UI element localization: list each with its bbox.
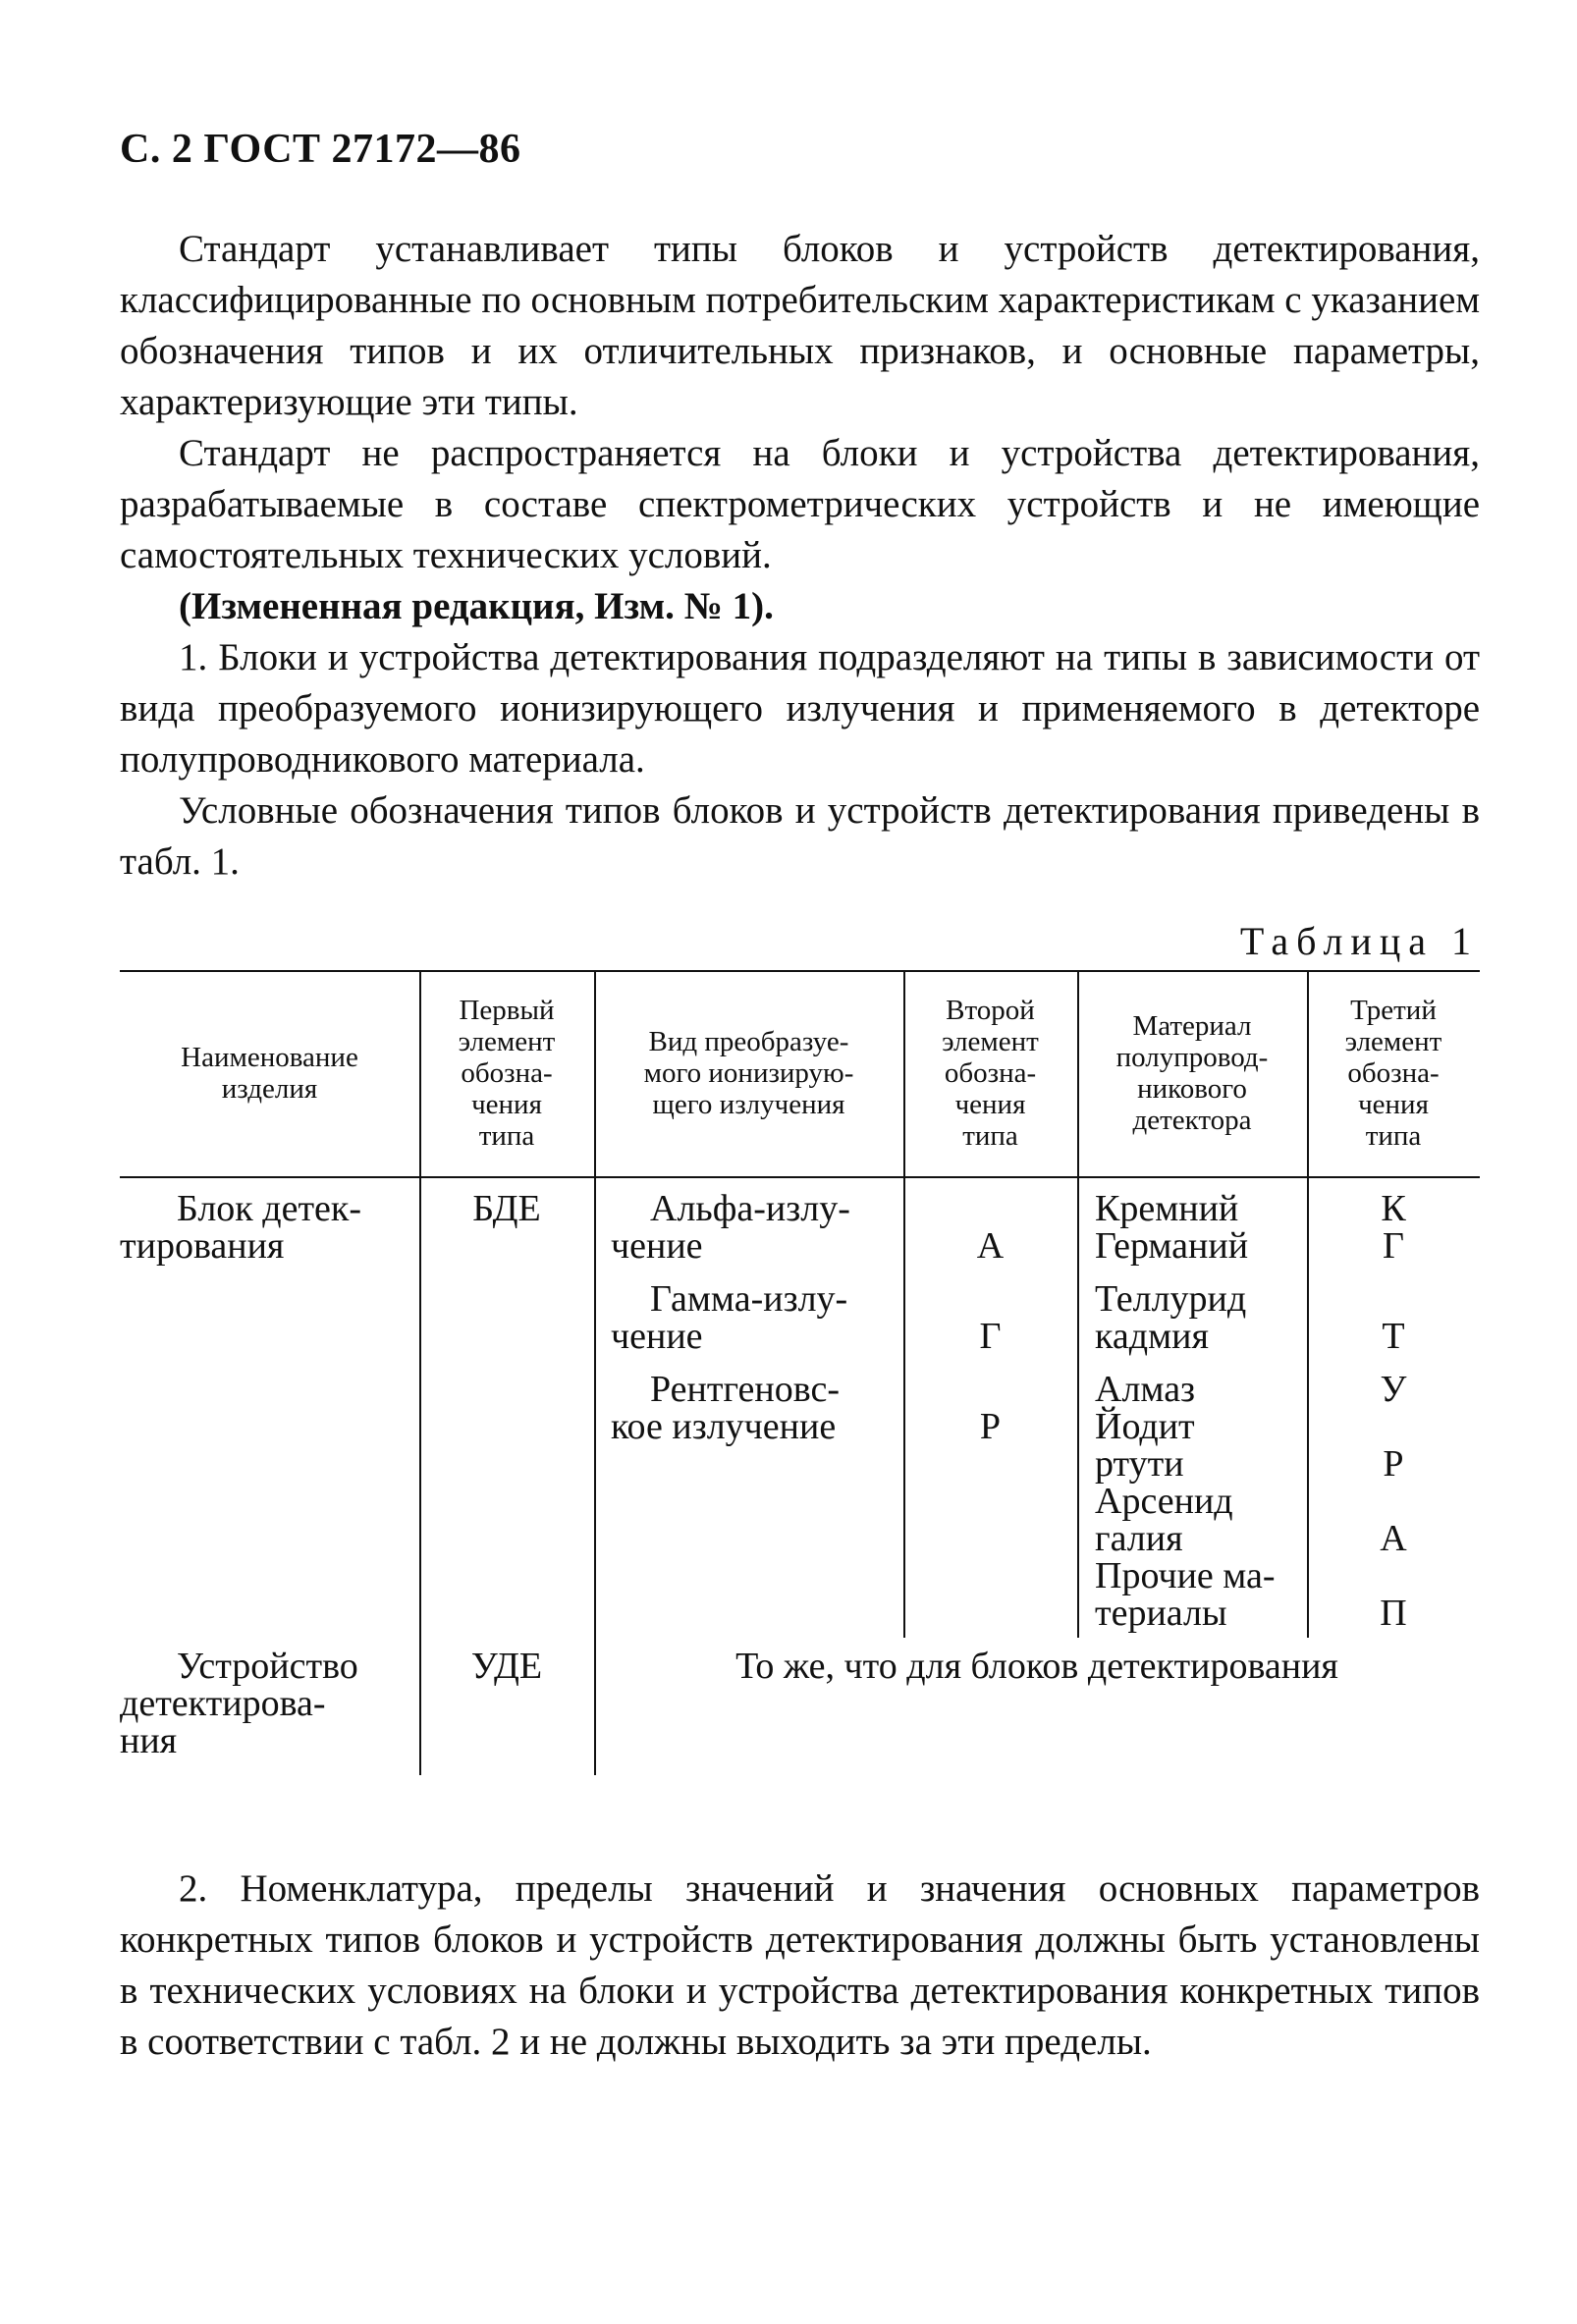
header-third-element: Третий элемент обозна- чения типа	[1344, 995, 1442, 1152]
material-diamond: Алмаз	[1095, 1369, 1196, 1410]
third-element-mercury-iodide: Р	[1383, 1443, 1404, 1485]
second-element-gamma: Г	[979, 1316, 1002, 1357]
row-device-name: Устройство детектирова- ния	[120, 1646, 358, 1761]
row-device-first-element: УДЕ	[470, 1646, 543, 1687]
third-element-silicon: К	[1381, 1188, 1406, 1229]
third-element-other: П	[1380, 1593, 1407, 1634]
radiation-xray: Рентгеновс- кое излучение	[611, 1369, 840, 1447]
third-element-gallium-arsenide: А	[1380, 1518, 1407, 1559]
radiation-alpha: Альфа-излу- чение	[611, 1188, 850, 1267]
table-header-rule	[120, 1176, 1480, 1178]
header-second-element: Второй элемент обозна- чения типа	[942, 995, 1039, 1152]
header-product-name: Наименование изделия	[181, 1042, 358, 1105]
third-element-diamond: У	[1380, 1369, 1407, 1410]
material-mercury-iodide: Йодит ртути	[1095, 1406, 1195, 1485]
row-block-name: Блок детек- тирования	[120, 1188, 362, 1267]
paragraph-amendment: (Измененная редакция, Изм. № 1).	[179, 585, 774, 627]
header-first-element: Первый элемент обозна- чения типа	[458, 995, 556, 1152]
third-element-cadmium-telluride: Т	[1382, 1316, 1405, 1357]
table-caption: Таблица 1	[1239, 919, 1479, 963]
material-gallium-arsenide: Арсенид галия	[1095, 1481, 1233, 1559]
paragraph-scope: Стандарт устанавливает типы блоков и устройств детектирования, классифицированные по основным потребительским характеристикам с указанием обозначения типов и их отличительных признаков, и основные параметры, характеризующие эти типы.	[120, 228, 1480, 423]
header-radiation-type: Вид преобразуе- мого ионизирую- щего излучения	[643, 1026, 854, 1120]
header-material: Материал полупровод- никового детектора	[1115, 1010, 1269, 1136]
page-header: С. 2 ГОСТ 27172—86	[120, 127, 521, 172]
third-element-germanium: Г	[1383, 1225, 1404, 1267]
material-silicon: Кремний	[1095, 1188, 1239, 1229]
row-block-first-element: БДЕ	[472, 1188, 541, 1229]
paragraph-clause-1: 1. Блоки и устройства детектирования подразделяют на типы в зависимости от вида преобразуемого ионизирующего излучения и применяемого в детекторе полупроводникового материала.	[120, 636, 1480, 781]
second-element-alpha: А	[976, 1225, 1005, 1267]
row-device-same-as-block: То же, что для блоков детектирования	[735, 1646, 1338, 1687]
material-other: Прочие ма- териалы	[1095, 1555, 1276, 1634]
material-germanium: Германий	[1095, 1225, 1249, 1267]
table-1	[120, 970, 1480, 1775]
paragraph-designations: Условные обозначения типов блоков и устройств детектирования приведены в табл. 1.	[120, 789, 1480, 883]
material-cadmium-telluride: Теллурид кадмия	[1095, 1278, 1247, 1357]
radiation-gamma: Гамма-излу- чение	[611, 1278, 848, 1357]
paragraph-exclusion: Стандарт не распространяется на блоки и устройства детектирования, разрабатываемые в составе спектрометрических устройств и не имеющие самостоятельных технических условий.	[120, 432, 1480, 576]
second-element-xray: Р	[979, 1406, 1002, 1447]
paragraph-clause-2: 2. Номенклатура, пределы значений и значения основных параметров конкретных типов блоков и устройств детектирования должны быть установлены в технических условиях на блоки и устройства детектирования конкретных типов в соответствии с табл. 2 и не должны выходить за эти пределы.	[120, 1867, 1480, 2063]
